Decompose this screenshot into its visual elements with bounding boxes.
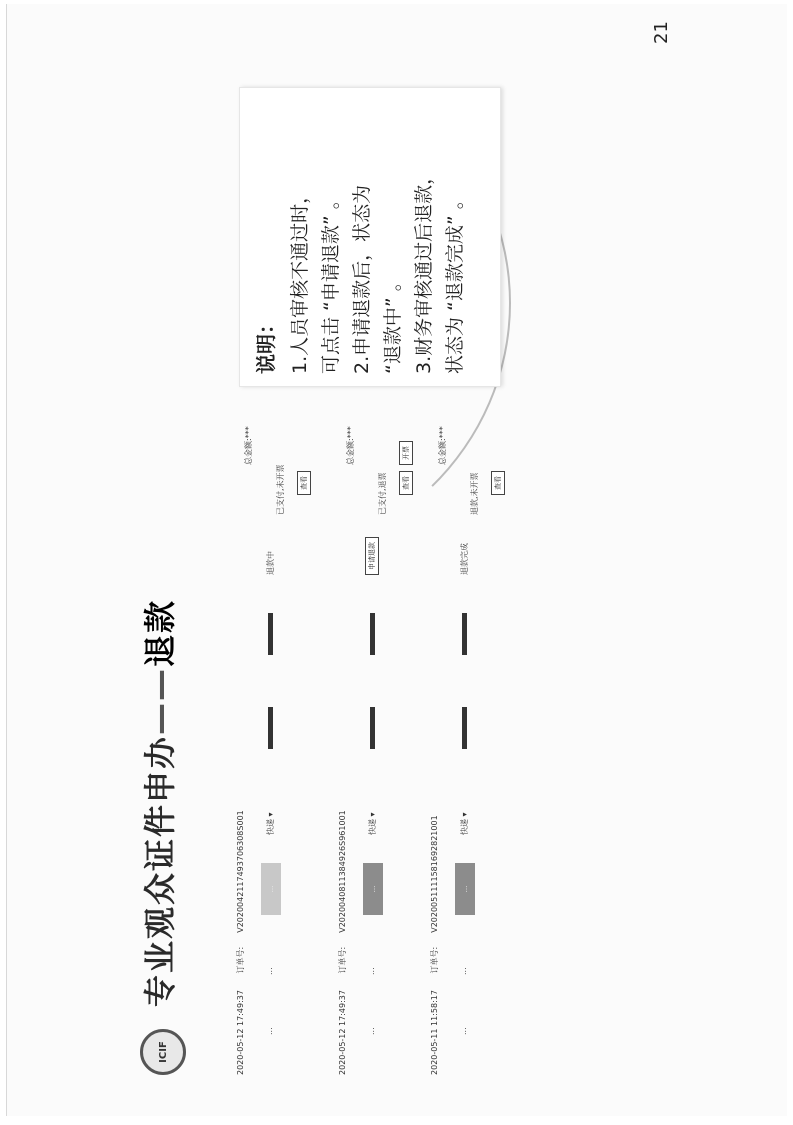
apply-refund-button[interactable] <box>365 531 379 575</box>
order-total <box>437 426 448 465</box>
badge-tag: ... <box>455 863 475 915</box>
row-second-cell: ... <box>265 967 274 975</box>
page-number: 21 <box>651 21 672 44</box>
refund-status: 退款完成 <box>460 543 469 575</box>
view-button[interactable]: 查看 <box>399 471 413 495</box>
total-value: *** <box>244 426 253 439</box>
shipping-dropdown[interactable]: 快递 ▾ <box>266 812 275 835</box>
order-header <box>429 801 440 1075</box>
title-main: 专业观众证件申办 <box>141 734 179 1007</box>
total-label: 总金额: <box>438 438 447 465</box>
badge-tag: ... <box>261 863 281 915</box>
logo <box>140 1029 186 1075</box>
rotated-slide <box>7 4 793 1125</box>
redacted-bar <box>370 707 375 749</box>
action-buttons <box>399 435 413 495</box>
explanation-line: 状态为 “退款完成” 。 <box>444 190 466 374</box>
total-label: 总金额: <box>244 438 253 465</box>
order-number: V2020051111581692821001 <box>430 815 439 933</box>
slide-title <box>135 599 181 1007</box>
redacted-bar <box>462 613 467 655</box>
row-second-cell: ... <box>367 967 376 975</box>
order-label: 订单号: <box>338 946 347 974</box>
row-first-cell: ... <box>367 1027 376 1035</box>
total-label: 总金额: <box>346 438 355 465</box>
scanned-page <box>6 4 787 1116</box>
order-number: V2020042117493706308S001 <box>236 810 245 933</box>
total-value: *** <box>346 426 355 439</box>
explanation-line: 3.财务审核通过后退款， <box>413 165 435 374</box>
redacted-bar <box>268 613 273 655</box>
refund-status: 退款中 <box>266 551 275 575</box>
explanation-line: 可点击 “申请退款” 。 <box>320 190 342 374</box>
logo-text: ICIF <box>157 1041 169 1063</box>
row-first-cell: ... <box>265 1027 274 1035</box>
redacted-bar <box>462 707 467 749</box>
explanation-title: 说明： <box>254 314 278 374</box>
redacted-bar <box>268 707 273 749</box>
order-header <box>235 796 246 1075</box>
order-total <box>345 426 356 465</box>
action-buttons <box>297 465 311 495</box>
row-second-cell: ... <box>459 967 468 975</box>
invoice-button[interactable]: 开票 <box>399 441 413 465</box>
order-datetime: 2020-05-12 17:49:37 <box>338 990 347 1075</box>
order-datetime: 2020-05-11 11:58:17 <box>430 990 439 1075</box>
order-row <box>363 455 385 1075</box>
order-row <box>455 455 477 1075</box>
redacted-bar <box>370 613 375 655</box>
action-buttons <box>491 465 505 495</box>
row-first-cell: ... <box>459 1027 468 1035</box>
title-suffix: 退款 <box>141 598 179 667</box>
order-number: V2020040811384926S961001 <box>338 810 347 933</box>
order-datetime: 2020-05-12 17:49:37 <box>236 990 245 1075</box>
explanation-line: 2.申请退款后，状态为 <box>351 184 373 374</box>
apply-refund-label[interactable]: 申请退款 <box>365 537 379 575</box>
explanation-box <box>239 87 501 387</box>
badge-tag: ... <box>363 863 383 915</box>
pay-status: 已支付,退票 <box>378 472 387 515</box>
order-label: 订单号: <box>236 946 245 974</box>
pay-status: 退款,未开票 <box>470 472 479 515</box>
shipping-dropdown[interactable]: 快递 ▾ <box>460 812 469 835</box>
view-button[interactable]: 查看 <box>491 471 505 495</box>
shipping-dropdown[interactable]: 快递 ▾ <box>368 812 377 835</box>
order-row <box>261 455 283 1075</box>
explanation-line: “退款中” 。 <box>382 272 404 374</box>
explanation-line: 1.人员审核不通过时， <box>289 184 311 374</box>
order-label: 订单号: <box>430 946 439 974</box>
view-button[interactable]: 查看 <box>297 471 311 495</box>
pay-status: 已支付,未开票 <box>276 464 285 515</box>
order-total <box>243 426 254 465</box>
total-value: *** <box>438 426 447 439</box>
order-header <box>337 796 348 1075</box>
title-dash: —— <box>141 666 179 735</box>
